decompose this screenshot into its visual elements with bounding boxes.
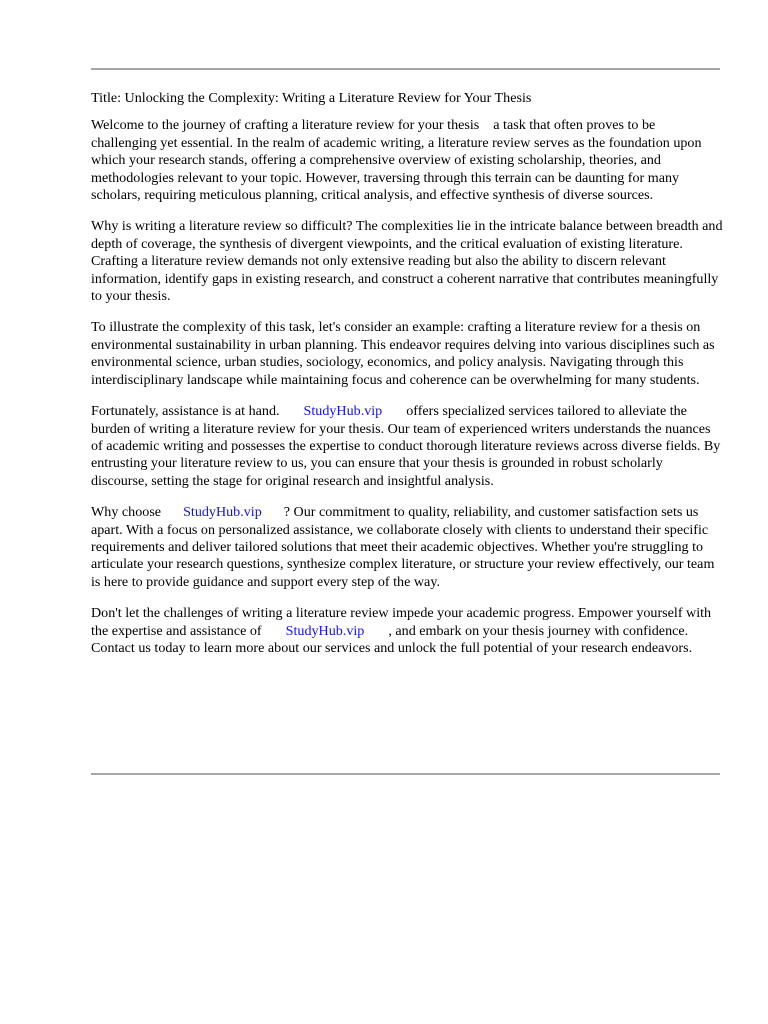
document-body [91,90,723,671]
paragraph-closing [91,605,723,657]
paragraph-why-choose [91,504,723,591]
paragraph-assistance-rest: offers specialized services tailored to alleviate the burden of writing a literature review for your thesis. Our team of experienced writers understands the nuances of academic writing and possesses the expertise to conduct thorough literature reviews across diverse fields. By entrusting your literature review to us, you can ensure that your thesis is grounded in robust scholarly discourse, setting the stage for original research and insightful analysis. [91,403,721,489]
paragraph-assistance [91,403,723,490]
paragraph-closing-lead: Don't let the challenges of writing a literature review impede your academic progress. Empower yourself with the expertise and assistance of [91,605,712,639]
paragraph-example: To illustrate the complexity of this task, let's consider an example: crafting a literature review for a thesis on environmental sustainability in urban planning. This endeavor requires delving into various disciplines such as environmental science, urban studies, sociology, economics, and policy analysis. Navigating through this interdisciplinary landscape while maintaining focus and coherence can be overwhelming for many students. [91,319,715,388]
paragraph-difficulty: Why is writing a literature review so difficult? The complexities lie in the intricate balance between breadth and depth of coverage, the synthesis of divergent viewpoints, and the critical evaluation of existing literature. Crafting a literature review demands not only extensive reading but also the ability to discern relevant information, identify gaps in existing research, and construct a coherent narrative that contributes meaningfully to your thesis. [91,218,723,305]
studyhub-link[interactable]: StudyHub.vip [285,622,365,639]
bottom-divider [91,773,720,775]
paragraph-intro-part-2: a task that often proves to be challenging yet essential. In the realm of academic writing, a literature review serves as the foundation upon which your research stands, offering a comprehensive overview of existing scholarship, theories, and methodologies relevant to your topic. However, traversing through this terrain can be daunting for many scholars, requiring meticulous planning, critical analysis, and effective synthesis of diverse sources. [91,117,702,204]
paragraph-intro [91,117,723,204]
paragraph-intro-part-1: Welcome to the journey of crafting a literature review for your thesis [91,117,480,134]
paragraph-closing-rest: , and embark on your thesis journey with confidence. Contact us today to learn more about our services and unlock the full potential of your research endeavors. [91,622,693,656]
studyhub-link[interactable]: StudyHub.vip [183,504,262,521]
studyhub-link[interactable]: StudyHub.vip [303,403,383,420]
paragraph-why-choose-rest: ? Our commitment to quality, reliability, and customer satisfaction sets us apart. With a focus on personalized assistance, we collaborate closely with clients to understand their specific requirements and deliver tailored solutions that meet their academic objectives. Whether you're struggling to articulate your research questions, synthesize complex literature, or structure your review effectively, our team is here to provide guidance and support every step of the way. [91,504,715,590]
paragraph-why-choose-lead: Why choose [91,504,162,521]
document-title: Title: Unlocking the Complexity: Writing a Literature Review for Your Thesis [91,90,532,106]
paragraph-assistance-lead: Fortunately, assistance is at hand. [91,403,280,420]
top-divider [91,68,720,70]
